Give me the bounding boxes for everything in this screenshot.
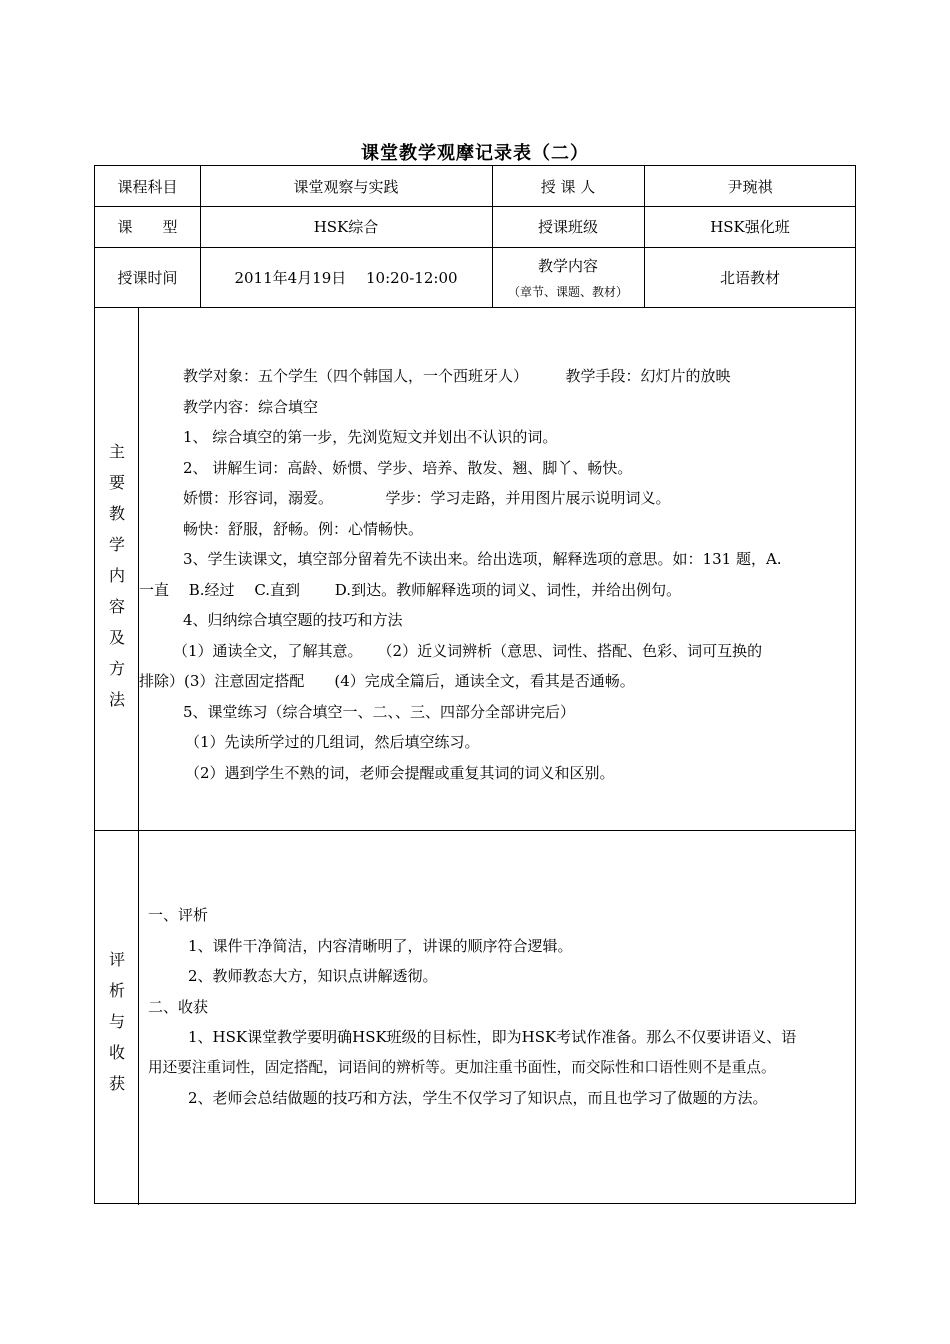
- teacher-name: 尹琬祺: [727, 177, 773, 196]
- course-type: HSK综合: [313, 218, 379, 236]
- text-line: 5、课堂练习（综合填空一、二、、三、四部分全部讲完后）: [183, 702, 576, 721]
- label-course-type: 课 型: [117, 218, 178, 236]
- label-char: 方: [108, 659, 125, 678]
- text-line: 一直 B.经过 C.直到 D.到达。教师解释选项的词义、词性，并给出例句。: [139, 580, 682, 599]
- label-char: 析: [108, 981, 125, 1000]
- label-subject: 课程科目: [117, 177, 178, 196]
- form-title: 课堂教学观摩记录表（二）: [361, 143, 589, 164]
- section-label-review: [95, 944, 139, 1099]
- label-char: 法: [108, 690, 125, 709]
- label-char: 容: [108, 597, 125, 616]
- text-line: 一、评析: [148, 906, 209, 924]
- text-line: 用还要注重词性，固定搭配，词语间的辨析等。更加注重书面性，而交际性和口语性则不是重点。: [148, 1058, 776, 1076]
- lesson-time: 2011年4月19日 10:20-12:00: [234, 268, 458, 287]
- observation-record-table: [94, 165, 856, 1204]
- main-content-text: [139, 361, 853, 788]
- text-line: 教学对象：五个学生（四个韩国人，一个西班牙人） 教学手段：幻灯片的放映: [183, 367, 731, 385]
- course-subject: 课堂观察与实践: [293, 177, 399, 196]
- label-char: 获: [108, 1074, 125, 1093]
- text-line: （1）先读所学过的几组词，然后填空练习。: [185, 733, 480, 751]
- label-char: 评: [108, 950, 125, 969]
- text-line: 4、归纳综合填空题的技巧和方法: [183, 611, 403, 629]
- text-line: （1）通读全文，了解其意。 （2）近义词辨析（意思、词性、搭配、色彩、词可互换的: [173, 641, 763, 660]
- label-content-cell: [492, 247, 644, 307]
- review-content-text: [148, 900, 856, 1114]
- text-line: 1、课件干净简洁，内容清晰明了，讲课的顺序符合逻辑。: [188, 936, 573, 955]
- text-line: 2、教师教态大方，知识点讲解透彻。: [188, 967, 438, 985]
- text-line: 3、学生读课文，填空部分留着先不读出来。给出选项，解释选项的意思。如：131 题，A.: [183, 550, 782, 568]
- text-line: 排除）(3）注意固定搭配 (4）完成全篇后，通读全文，看其是否通畅。: [139, 672, 635, 690]
- text-line: （2）遇到学生不熟的词，老师会提醒或重复其词的词义和区别。: [185, 763, 615, 782]
- teaching-material: 北语教材: [719, 268, 780, 287]
- label-char: 学: [108, 535, 125, 554]
- class-name: HSK强化班: [710, 218, 790, 236]
- label-class: 授课班级: [537, 218, 598, 236]
- label-char: 与: [108, 1012, 125, 1031]
- table-rule: [95, 307, 855, 308]
- text-line: 1、HSK课堂教学要明确HSK班级的目标性，即为HSK考试作准备。那么不仅要讲语义、语: [188, 1028, 797, 1046]
- text-line: 娇惯：形容词，溺爱。 学步：学习走路，并用图片展示说明词义。: [183, 489, 671, 507]
- label-char: 要: [108, 473, 125, 492]
- label-char: 收: [108, 1043, 125, 1062]
- label-teacher: 授 课 人: [540, 177, 596, 196]
- label-time: 授课时间: [117, 268, 178, 287]
- text-line: 1、 综合填空的第一步，先浏览短文并划出不认识的词。: [183, 428, 558, 446]
- section-label-main: [95, 436, 139, 715]
- label-char: 主: [108, 442, 125, 461]
- text-line: 教学内容：综合填空: [183, 397, 319, 416]
- label-char: 及: [108, 628, 125, 647]
- label-char: 教: [108, 504, 125, 523]
- text-line: 2、 讲解生词：高龄、娇惯、学步、培养、散发、翘、脚丫、畅快。: [183, 458, 633, 477]
- text-line: 2、老师会总结做题的技巧和方法，学生不仅学习了知识点，而且也学习了做题的方法。: [188, 1089, 768, 1107]
- table-rule: [95, 830, 855, 831]
- text-line: 二、收获: [148, 997, 209, 1016]
- label-content: 教学内容: [537, 256, 598, 275]
- label-content-sub: （章节、课题、教材）: [507, 284, 628, 299]
- label-char: 内: [108, 566, 125, 585]
- text-line: 畅快：舒服，舒畅。例：心情畅快。: [183, 519, 424, 538]
